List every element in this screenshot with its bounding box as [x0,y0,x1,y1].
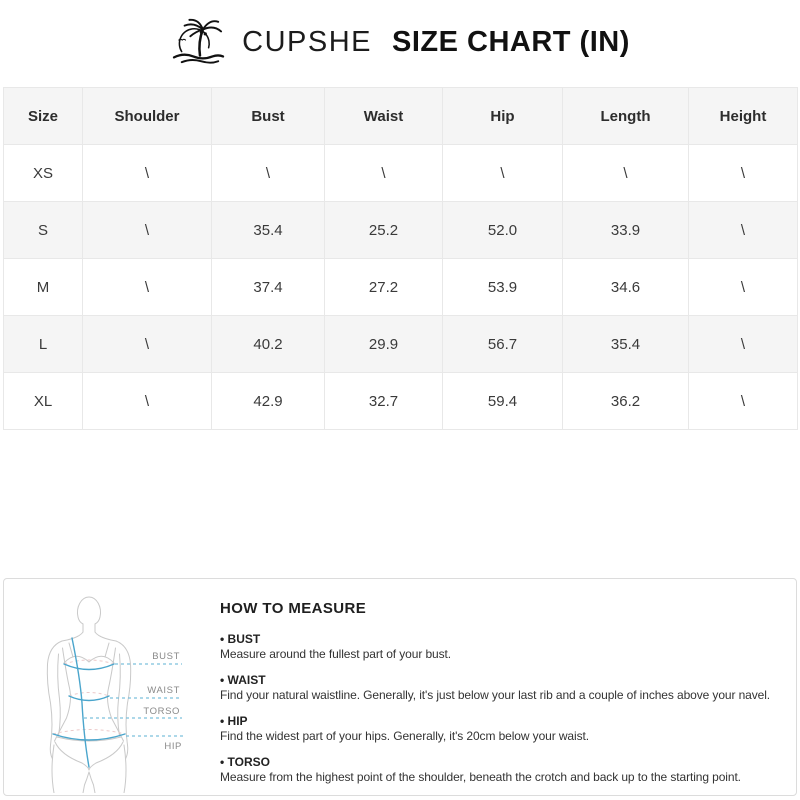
table-header-row [4,88,798,145]
bullet-glyph: • [220,755,225,769]
cell-bust: 40.2 [212,316,325,373]
page-title: SIZE CHART (IN) [391,25,630,58]
column-header-height: Height [689,88,798,145]
cell-bust: 35.4 [212,202,325,259]
table-row-xs [4,145,798,202]
diagram-label-torso: TORSO [143,706,180,717]
cell-length: 33.9 [563,202,689,259]
column-header-size: Size [4,88,83,145]
measure-item-label: BUST [227,632,261,646]
brand-name: CUPSHE [242,25,372,58]
brand-header [0,14,800,70]
cell-waist: 32.7 [325,373,443,430]
measure-item-label: WAIST [227,673,266,687]
bullet-glyph: • [220,632,225,646]
diagram-label-waist: WAIST [147,685,180,696]
cell-size: XS [4,145,83,202]
column-header-bust: Bust [212,88,325,145]
cell-height: \ [689,316,798,373]
diagram-label-hip: HIP [164,741,182,752]
measure-item-torso [220,755,792,785]
measure-item-desc: Measure from the highest point of the shoulder, beneath the crotch and back up to the starting point. [220,770,741,784]
measure-heading: HOW TO MEASURE [220,600,367,617]
measure-item-waist [220,673,792,703]
column-header-length: Length [563,88,689,145]
measure-item-label: TORSO [227,755,270,769]
cell-length: 36.2 [563,373,689,430]
measure-instructions [220,600,792,796]
table-row-s [4,202,798,259]
cell-size: L [4,316,83,373]
palm-tree-island-icon [170,17,228,67]
measure-item-hip [220,714,792,744]
how-to-measure-panel [3,578,797,796]
cell-hip: 59.4 [443,373,563,430]
cell-waist: 29.9 [325,316,443,373]
column-header-hip: Hip [443,88,563,145]
cell-waist: \ [325,145,443,202]
body-measurement-diagram [24,587,194,793]
measure-item-desc: Find your natural waistline. Generally, it's just below your last rib and a couple of inches above your navel. [220,688,771,702]
cell-height: \ [689,373,798,430]
diagram-label-bust: BUST [152,651,180,662]
cell-size: XL [4,373,83,430]
cell-shoulder: \ [83,316,212,373]
cell-waist: 27.2 [325,259,443,316]
cell-shoulder: \ [83,259,212,316]
hip-measure-line [53,734,125,740]
cell-hip: 52.0 [443,202,563,259]
column-header-waist: Waist [325,88,443,145]
cell-waist: 25.2 [325,202,443,259]
bust-measure-line [64,664,114,670]
waist-measure-line [69,696,109,701]
size-chart-table [3,87,798,430]
cell-hip: 53.9 [443,259,563,316]
bullet-glyph: • [220,714,225,728]
table-row-xl [4,373,798,430]
cell-bust: \ [212,145,325,202]
table-row-l [4,316,798,373]
measure-item-label: HIP [227,714,248,728]
torso-measure-line [72,638,89,767]
cell-bust: 42.9 [212,373,325,430]
cell-shoulder: \ [83,145,212,202]
cell-height: \ [689,145,798,202]
cell-hip: \ [443,145,563,202]
cell-bust: 37.4 [212,259,325,316]
column-header-shoulder: Shoulder [83,88,212,145]
cell-size: M [4,259,83,316]
measure-item-desc: Find the widest part of your hips. Generally, it's 20cm below your waist. [220,729,589,743]
cell-length: 34.6 [563,259,689,316]
cell-length: \ [563,145,689,202]
cell-size: S [4,202,83,259]
cell-length: 35.4 [563,316,689,373]
measure-item-bust [220,632,792,662]
bullet-glyph: • [220,673,225,687]
table-row-m [4,259,798,316]
cell-hip: 56.7 [443,316,563,373]
cell-shoulder: \ [83,202,212,259]
cell-shoulder: \ [83,373,212,430]
cell-height: \ [689,259,798,316]
measure-item-desc: Measure around the fullest part of your bust. [220,647,451,661]
cell-height: \ [689,202,798,259]
